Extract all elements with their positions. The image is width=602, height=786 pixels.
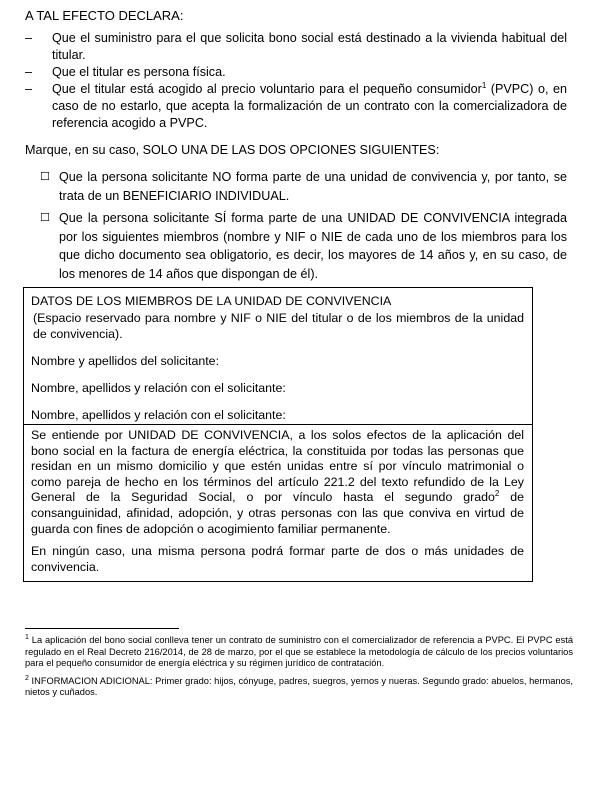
footnote-1 [25, 635, 573, 670]
footnote-text: INFORMACION ADICIONAL: Primer grado: hijos, cónyuge, padres, suegros, yernos y nueras. Segundo grado: abuelos, hermanos, nietos y cuñados. [25, 675, 573, 697]
options-list [40, 168, 567, 283]
footnote-ref-1: 1 [481, 80, 487, 90]
declaration-item [25, 64, 567, 81]
applicant-name-field[interactable]: Nombre y apellidos del solicitante: [31, 354, 220, 368]
declaration-text: Que el suministro para el que solicita bono social está destinado a la vivienda habitual del titular. [52, 31, 567, 62]
footnote-2 [25, 676, 573, 699]
members-title: DATOS DE LOS MIEMBROS DE LA UNIDAD DE CONVIVENCIA [31, 294, 392, 308]
reserved-note: (Espacio reservado para nombre y NIF o NIE del titular o de los miembros de la unidad de convivencia). [33, 311, 524, 341]
members-table [23, 287, 533, 582]
footnote-text: La aplicación del bono social conlleva tener un contrato de suministro con el comercializador de referencia a PVPC. El PVPC está regulado en el Real Decreto 216/2014, de 28 de marzo, por el que se establece la metodología de cálculo de los precios voluntarios para el pequeño consumidor de energía eléctrica y su régimen jurídico de contratación. [25, 635, 573, 668]
members-section [24, 288, 532, 424]
dash-bullet: – [25, 31, 33, 45]
dash-bullet: – [25, 65, 33, 79]
member-name-field[interactable]: Nombre, apellidos y relación con el solicitante: [31, 408, 286, 422]
definition-paragraph [31, 428, 524, 537]
footnote-divider [25, 628, 179, 629]
declaration-heading: A TAL EFECTO DECLARA: [25, 8, 184, 23]
checkbox-icon[interactable]: ☐ [40, 170, 50, 183]
declaration-text-cont: (PVPC) o, en caso de no estarlo, que acepta la formalización de un contrato con la comercializadora de referencia acogido a PVPC. [52, 82, 567, 130]
declaration-item [25, 30, 567, 64]
exclusivity-note: En ningún caso, una misma persona podrá formar parte de dos o más unidades de convivencia. [31, 544, 524, 574]
option-text: Que la persona solicitante SÍ forma parte de una UNIDAD DE CONVIVENCIA integrada por los siguientes miembros (nombre y NIF o NIE de cada uno de los miembros para los que dicho documento sea obligatorio, es decir, los mayores de 14 años y, en su caso, de los menores de 14 años que dispongan de él). [59, 211, 567, 281]
checkbox-icon[interactable]: ☐ [40, 211, 50, 224]
footnotes [25, 635, 573, 699]
member-name-field[interactable]: Nombre, apellidos y relación con el solicitante: [31, 381, 286, 395]
definition-text-cont: de consanguinidad, afinidad, adopción, y otras personas con las que conviva en virtud de guarda con fines de adopción o acogimiento familiar permanente. [31, 490, 524, 536]
declaration-list [25, 30, 567, 132]
option-unidad-convivencia[interactable] [40, 209, 567, 283]
definition-text: Se entiende por UNIDAD DE CONVIVENCIA, a los solos efectos de la aplicación del bono social en la factura de energía eléctrica, la constituida por todas las personas que residan en un mismo domicilio y que estén unidas entre sí por vínculo matrimonial o como pareja de hecho en los términos del artículo 221.2 del texto refundido de la Ley General de la Seguridad Social, o por vínculo hasta el segundo grado [31, 428, 524, 505]
definition-section [24, 424, 532, 581]
footnote-ref-2: 2 [494, 489, 500, 499]
options-instruction: Marque, en su caso, SOLO UNA DE LAS DOS OPCIONES SIGUIENTES: [25, 143, 440, 157]
footnote-mark: 2 [25, 674, 29, 682]
option-individual[interactable] [40, 168, 567, 205]
option-text: Que la persona solicitante NO forma parte de una unidad de convivencia y, por tanto, se trata de un BENEFICIARIO INDIVIDUAL. [59, 170, 567, 203]
declaration-text: Que el titular está acogido al precio voluntario para el pequeño consumidor [52, 82, 482, 96]
declaration-text: Que el titular es persona física. [52, 65, 226, 79]
dash-bullet: – [25, 82, 33, 96]
declaration-item [25, 81, 567, 132]
footnote-mark: 1 [25, 633, 29, 641]
